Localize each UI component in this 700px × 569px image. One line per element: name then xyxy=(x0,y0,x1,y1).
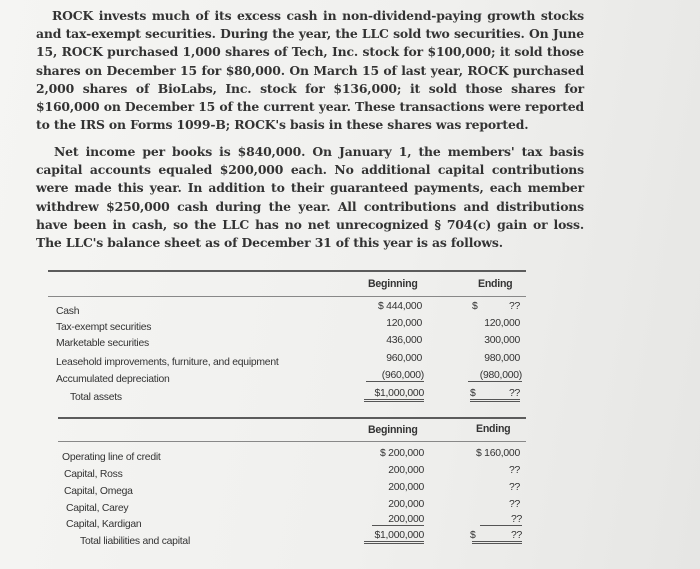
asset-end-total-sign: $ xyxy=(470,388,476,399)
liab-top-rule xyxy=(58,417,526,419)
liab-end-total: ?? xyxy=(472,530,522,544)
asset-end-total: ?? xyxy=(470,388,520,402)
liab-begin-carey: 200,000 xyxy=(388,499,424,510)
liab-end-total-sign: $ xyxy=(470,530,476,541)
asset-end-accum-dep: (980,000) xyxy=(468,370,522,382)
liab-label-carey: Capital, Carey xyxy=(66,503,129,514)
asset-label-leasehold: Leasehold improvements, furniture, and equipment xyxy=(56,357,279,368)
liab-header-ending: Ending xyxy=(476,423,511,435)
asset-label-tax-exempt: Tax-exempt securities xyxy=(56,322,152,333)
liab-label-ross: Capital, Ross xyxy=(64,469,123,480)
asset-end-marketable: 300,000 xyxy=(484,335,520,346)
asset-begin-total: $1,000,000 xyxy=(364,388,424,402)
asset-begin-leasehold: 960,000 xyxy=(386,353,422,364)
paragraph-2: Net income per books is $840,000. On January 1, the members' tax basis capital accounts equaled $200,000 each. No additional capital contributions were made this year. In addition to their guaranteed payments, each member withdrew $250,000 cash during the year. All contributions and distributions have been in cash, so the LLC has no net unrecognized § 704(c) gain or loss. The LLC's balance sheet as of December 31 of this year is as follows. xyxy=(36,144,584,251)
liab-label-omega: Capital, Omega xyxy=(64,486,133,497)
asset-begin-marketable: 436,000 xyxy=(386,335,422,346)
liab-label-kardigan: Capital, Kardigan xyxy=(66,519,142,530)
asset-begin-accum-dep: (960,000) xyxy=(366,370,424,382)
liab-begin-credit: $ 200,000 xyxy=(380,448,424,459)
asset-end-cash-sign: $ xyxy=(472,301,478,312)
assets-header-ending: Ending xyxy=(478,278,513,290)
liab-header-beginning: Beginning xyxy=(368,424,418,436)
liab-end-credit: $ 160,000 xyxy=(476,448,520,459)
liab-header-rule xyxy=(58,441,526,442)
table-top-rule xyxy=(48,270,526,272)
liab-begin-kardigan: 200,000 xyxy=(372,514,424,526)
asset-end-tax-exempt: 120,000 xyxy=(484,318,520,329)
liab-label-total: Total liabilities and capital xyxy=(80,536,190,547)
liab-end-carey: ?? xyxy=(508,499,520,510)
assets-header-beginning: Beginning xyxy=(368,278,418,290)
liab-begin-ross: 200,000 xyxy=(388,465,424,476)
asset-label-marketable: Marketable securities xyxy=(56,338,149,349)
asset-end-leasehold: 980,000 xyxy=(484,353,520,364)
liab-end-omega: ?? xyxy=(508,482,520,493)
liab-label-credit: Operating line of credit xyxy=(62,452,161,463)
assets-header-rule xyxy=(48,296,526,297)
asset-end-cash: ?? xyxy=(508,301,520,312)
asset-label-total: Total assets xyxy=(70,392,122,403)
liab-begin-omega: 200,000 xyxy=(388,482,424,493)
asset-label-cash: Cash xyxy=(56,306,80,317)
liab-end-kardigan: ?? xyxy=(480,514,522,526)
liab-begin-total: $1,000,000 xyxy=(364,530,424,544)
asset-begin-cash: $ 444,000 xyxy=(378,301,422,312)
liab-end-ross: ?? xyxy=(508,465,520,476)
asset-label-accum-dep: Accumulated depreciation xyxy=(56,374,170,385)
asset-begin-tax-exempt: 120,000 xyxy=(386,318,422,329)
paragraph-1: ROCK invests much of its excess cash in non-dividend-paying growth stocks and tax-exempt securities. During the year, the LLC sold two securities. On June 15, ROCK purchased 1,000 shares of Tech, Inc. stock for $100,000; it sold those shares on December 15 for $80,000. On March 15 of last year, ROCK purchased 2,000 shares of BioLabs, Inc. stock for $136,000; it sold those shares for $160,000 on December 15 of the current year. These transactions were reported to the IRS on Forms 1099-B; ROCK's basis in these shares was reported. xyxy=(36,8,584,133)
